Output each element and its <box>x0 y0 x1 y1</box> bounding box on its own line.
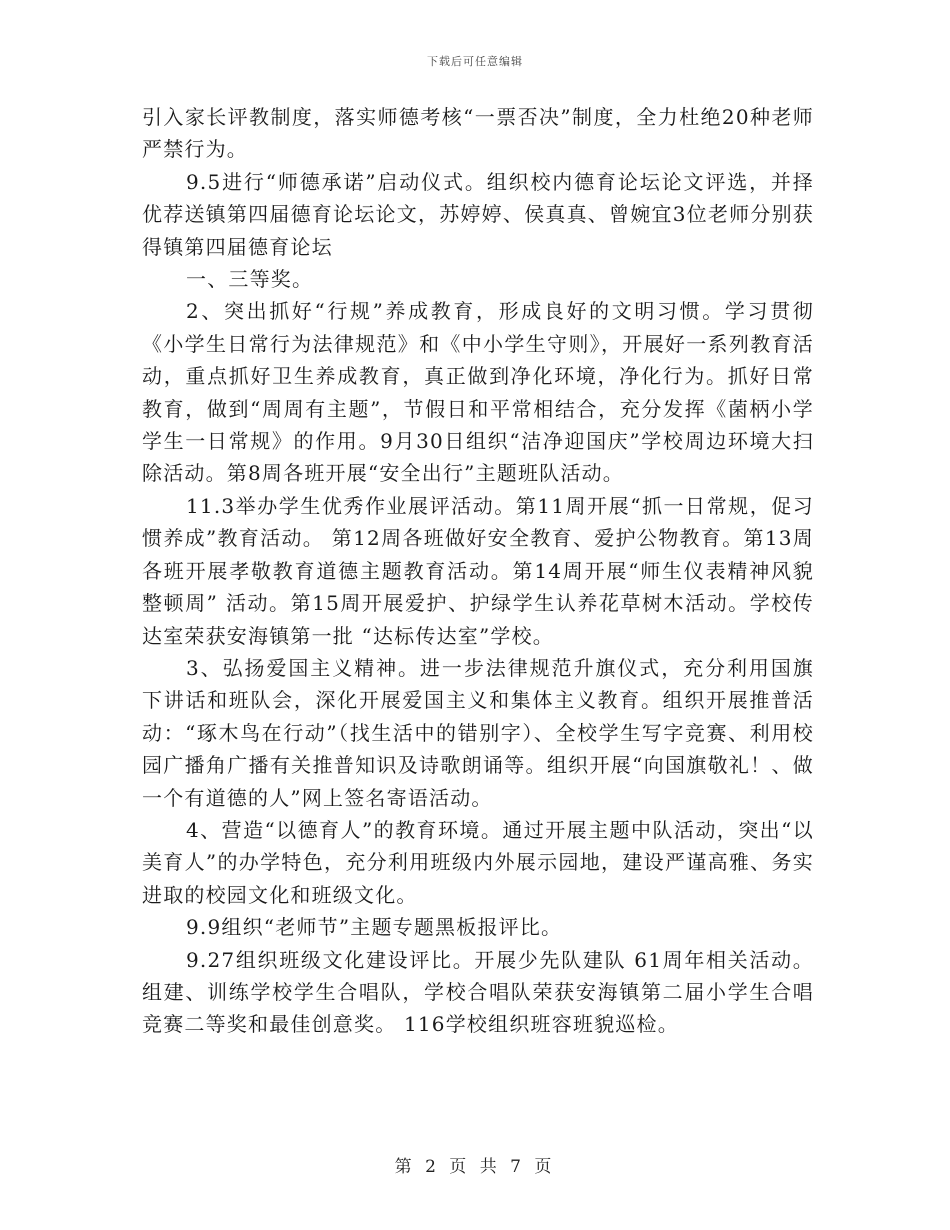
page-number: 第 2 页 共 7 页 <box>394 1157 556 1177</box>
document-body <box>142 101 814 1041</box>
page-header-note: 下载后可任意编辑 <box>427 55 523 68</box>
paragraph-2: 9.5进行“师德承诺”启动仪式。组织校内德育论坛论文评选，并择优荐送镇第四届德育论坛论文，苏婷婷、侯真真、曾婉宜3位老师分别获得镇第四届德育论坛 <box>142 169 814 259</box>
paragraph-7: 4、营造“以德育人”的教育环境。通过开展主题中队活动，突出“以美育人”的办学特色，充分利用班级内外展示园地，建设严谨高雅、务实进取的校园文化和班级文化。 <box>142 817 814 907</box>
paragraph-3: 一、三等奖。 <box>186 267 314 292</box>
paragraph-4: 2、突出抓好“行规”养成教育，形成良好的文明习惯。学习贯彻《小学生日常行为法律规范》和《中小学生守则》，开展好一系列教育活动，重点抓好卫生养成教育，真正做到净化环境，净化行为。抓好日常教育，做到“周周有主题”，节假日和平常相结合，充分发挥《菌柄小学学生一日常规》的作用。9月30日组织“洁净迎国庆”学校周边环境大扫除活动。第8周各班开展“安全出行”主题班队活动。 <box>142 299 814 486</box>
paragraph-9: 9.27组织班级文化建设评比。开展少先队建队 61周年相关活动。组建、训练学校学生合唱队，学校合唱队荣获安海镇第二届小学生合唱竞赛二等奖和最佳创意奖。 116学校组织班容班貌巡检。 <box>142 947 814 1037</box>
paragraph-5: 11.3举办学生优秀作业展评活动。第11周开展“抓一日常规，促习惯养成”教育活动。 第12周各班做好安全教育、爱护公物教育。第13周各班开展孝敬教育道德主题教育活动。第14周开展“师生仪表精神风貌整顿周” 活动。第15周开展爱护、护绿学生认养花草树木活动。学校传达室荣获安海镇第一批 “达标传达室”学校。 <box>142 493 814 648</box>
paragraph-6: 3、弘扬爱国主义精神。进一步法律规范升旗仪式，充分利用国旗下讲话和班队会，深化开展爱国主义和集体主义教育。组织开展推普活动：“琢木鸟在行动”（找生活中的错别字）、全校学生写字竞赛、利用校园广播角广播有关推普知识及诗歌朗诵等。组织开展“向国旗敬礼！、做一个有道德的人”网上签名寄语活动。 <box>142 655 814 810</box>
paragraph-1: 引入家长评教制度，落实师德考核“一票否决”制度，全力杜绝20种老师严禁行为。 <box>142 105 814 162</box>
paragraph-8: 9.9组织“老师节”主题专题黑板报评比。 <box>186 915 563 940</box>
